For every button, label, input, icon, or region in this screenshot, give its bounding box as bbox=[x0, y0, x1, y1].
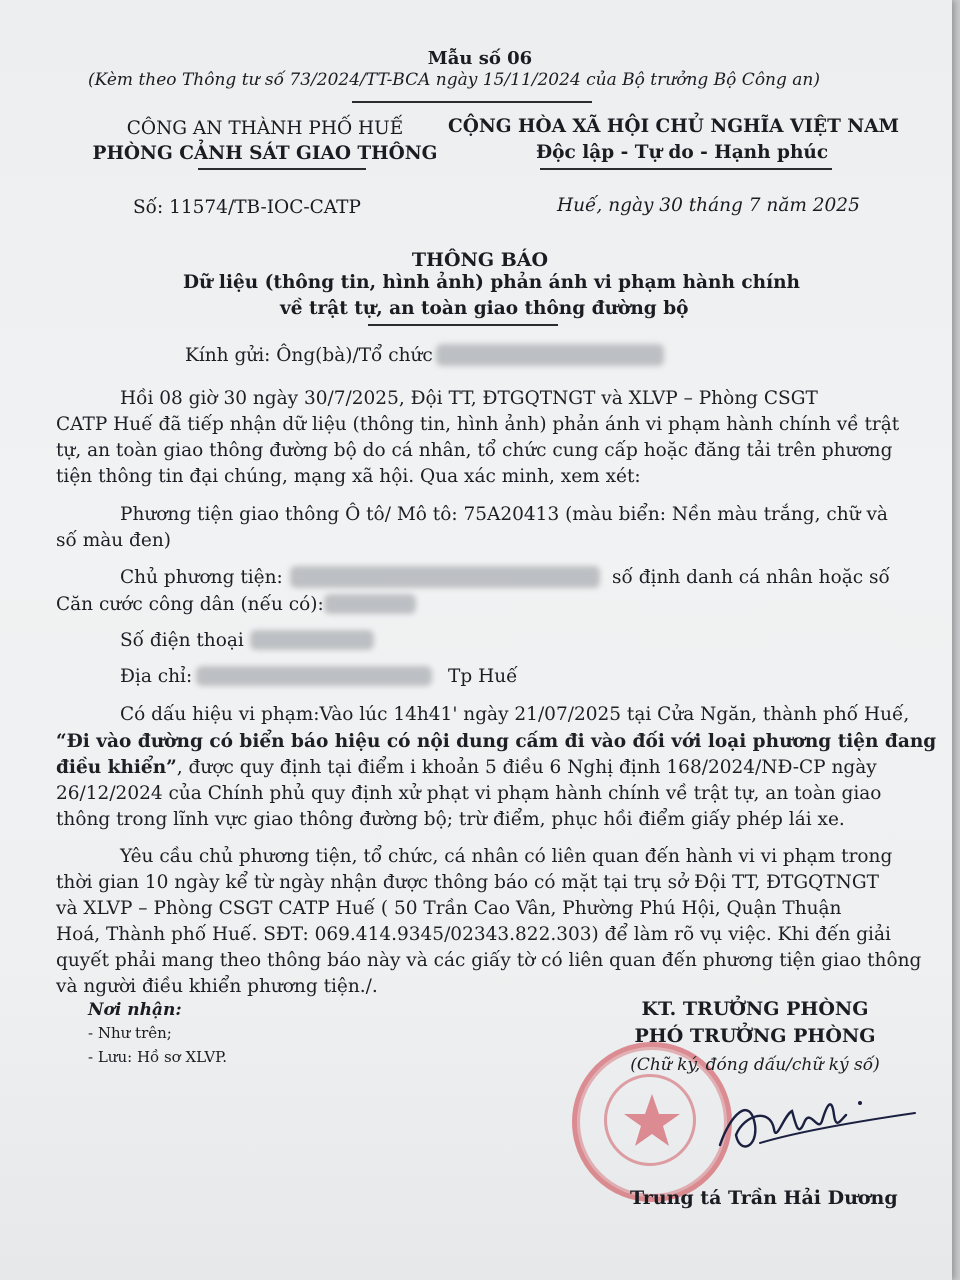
vehicle-line: số màu đen) bbox=[56, 530, 171, 551]
recipient-label: Kính gửi: Ông(bà)/Tổ chức bbox=[185, 345, 433, 366]
request-line: và người điều khiển phương tiện./. bbox=[56, 976, 378, 997]
divider bbox=[352, 101, 592, 103]
vehicle-line: Phương tiện giao thông Ô tô/ Mô tô: 75A20413 (màu biển: Nền màu trắng, chữ và bbox=[120, 504, 888, 525]
owner-id-label: số định danh cá nhân hoặc số bbox=[612, 567, 890, 588]
violation-time-place: Vào lúc 14h41' ngày 21/07/2025 tại Cửa Ngăn, thành phố Huế, bbox=[319, 704, 910, 725]
place-date: Huế, ngày 30 tháng 7 năm 2025 bbox=[557, 195, 860, 216]
nation-motto: Độc lập - Tự do - Hạnh phúc bbox=[536, 142, 829, 163]
subtitle-line-2: về trật tự, an toàn giao thông đường bộ bbox=[280, 298, 689, 319]
request-line: thời gian 10 ngày kể từ ngày nhận được thông báo có mặt tại trụ sở Đội TT, ĐTGQTNGT bbox=[56, 872, 879, 893]
violation-legal-basis: , được quy định tại điểm i khoản 5 điều 6 Nghị định 168/2024/NĐ-CP ngày bbox=[176, 757, 877, 778]
redacted-address bbox=[196, 666, 432, 686]
subtitle-line-1: Dữ liệu (thông tin, hình ảnh) phản ánh vi phạm hành chính bbox=[183, 272, 800, 293]
request-line: Yêu cầu chủ phương tiện, tổ chức, cá nhân có liên quan đến hành vi vi phạm trong bbox=[120, 846, 893, 867]
signature-note: (Chữ ký, đóng dấu/chữ ký số) bbox=[630, 1055, 880, 1075]
request-line: quyết phải mang theo thông báo này và các giấy tờ có liên quan đến phương tiện giao thông bbox=[56, 950, 922, 971]
owner-id-line: Căn cước công dân (nếu có): bbox=[56, 594, 324, 615]
address-label: Địa chỉ: bbox=[120, 666, 193, 687]
violation-prefix: Có dấu hiệu vi phạm: bbox=[120, 704, 320, 725]
redacted-phone bbox=[250, 630, 374, 650]
violation-line-3 bbox=[56, 757, 877, 778]
agency-parent: CÔNG AN THÀNH PHỐ HUẾ bbox=[126, 118, 404, 139]
divider bbox=[368, 324, 558, 326]
redacted-recipient bbox=[436, 344, 664, 366]
nation-name: CỘNG HÒA XÃ HỘI CHỦ NGHĨA VIỆT NAM bbox=[448, 116, 900, 137]
form-basis: (Kèm theo Thông tư số 73/2024/TT-BCA ngày 15/11/2024 của Bộ trưởng Bộ Công an) bbox=[88, 70, 821, 90]
divider bbox=[540, 168, 832, 170]
signature-role-1: KT. TRƯỞNG PHÒNG bbox=[641, 998, 869, 1020]
violation-line-5: thông trong lĩnh vực giao thông đường bộ; trừ điểm, phục hồi điểm giấy phép lái xe. bbox=[56, 809, 845, 830]
redacted-id bbox=[324, 594, 416, 614]
request-line: và XLVP – Phòng CSGT CATP Huế ( 50 Trần Cao Vân, Phường Phú Hội, Quận Thuận bbox=[56, 898, 842, 919]
recipient-item: - Lưu: Hồ sơ XLVP. bbox=[88, 1048, 227, 1066]
address-city: Tp Huế bbox=[448, 666, 518, 687]
redacted-owner-name bbox=[290, 566, 600, 588]
violation-line-1 bbox=[120, 704, 909, 725]
request-line: Hoá, Thành phố Huế. SĐT: 069.414.9345/02343.822.303) để làm rõ vụ việc. Khi đến giải bbox=[56, 924, 891, 945]
para1-line: tiện thông tin đại chúng, mạng xã hội. Qua xác minh, xem xét: bbox=[56, 466, 641, 487]
document-number: Số: 11574/TB-IOC-CATP bbox=[133, 197, 361, 218]
handwritten-signature-icon bbox=[700, 1085, 920, 1165]
violation-description-end: điều khiển” bbox=[56, 757, 177, 778]
owner-label: Chủ phương tiện: bbox=[120, 567, 283, 588]
signer-name: Trung tá Trần Hải Dương bbox=[630, 1187, 898, 1209]
divider bbox=[198, 168, 366, 170]
violation-description: “Đi vào đường có biển báo hiệu có nội dung cấm đi vào đối với loại phương tiện đang bbox=[56, 731, 937, 752]
agency-name: PHÒNG CẢNH SÁT GIAO THÔNG bbox=[92, 143, 438, 164]
para1-line: tự, an toàn giao thông đường bộ do cá nhân, tổ chức cung cấp hoặc đăng tải trên phương bbox=[56, 440, 893, 461]
violation-line-4: 26/12/2024 của Chính phủ quy định xử phạt vi phạm hành chính về trật tự, an toàn giao bbox=[56, 783, 882, 804]
form-number: Mẫu số 06 bbox=[427, 48, 533, 69]
recipients-label: Nơi nhận: bbox=[88, 1000, 182, 1020]
para1-line: CATP Huế đã tiếp nhận dữ liệu (thông tin, hình ảnh) phản ánh vi phạm hành chính về trật bbox=[56, 414, 900, 435]
phone-label: Số điện thoại bbox=[120, 630, 244, 651]
document-title: THÔNG BÁO bbox=[411, 249, 549, 271]
recipient-item: - Như trên; bbox=[88, 1024, 172, 1042]
para1-line: Hồi 08 giờ 30 ngày 30/7/2025, Đội TT, ĐTGQTNGT và XLVP – Phòng CSGT bbox=[120, 388, 818, 409]
signature-role-2: PHÓ TRƯỞNG PHÒNG bbox=[634, 1025, 876, 1047]
